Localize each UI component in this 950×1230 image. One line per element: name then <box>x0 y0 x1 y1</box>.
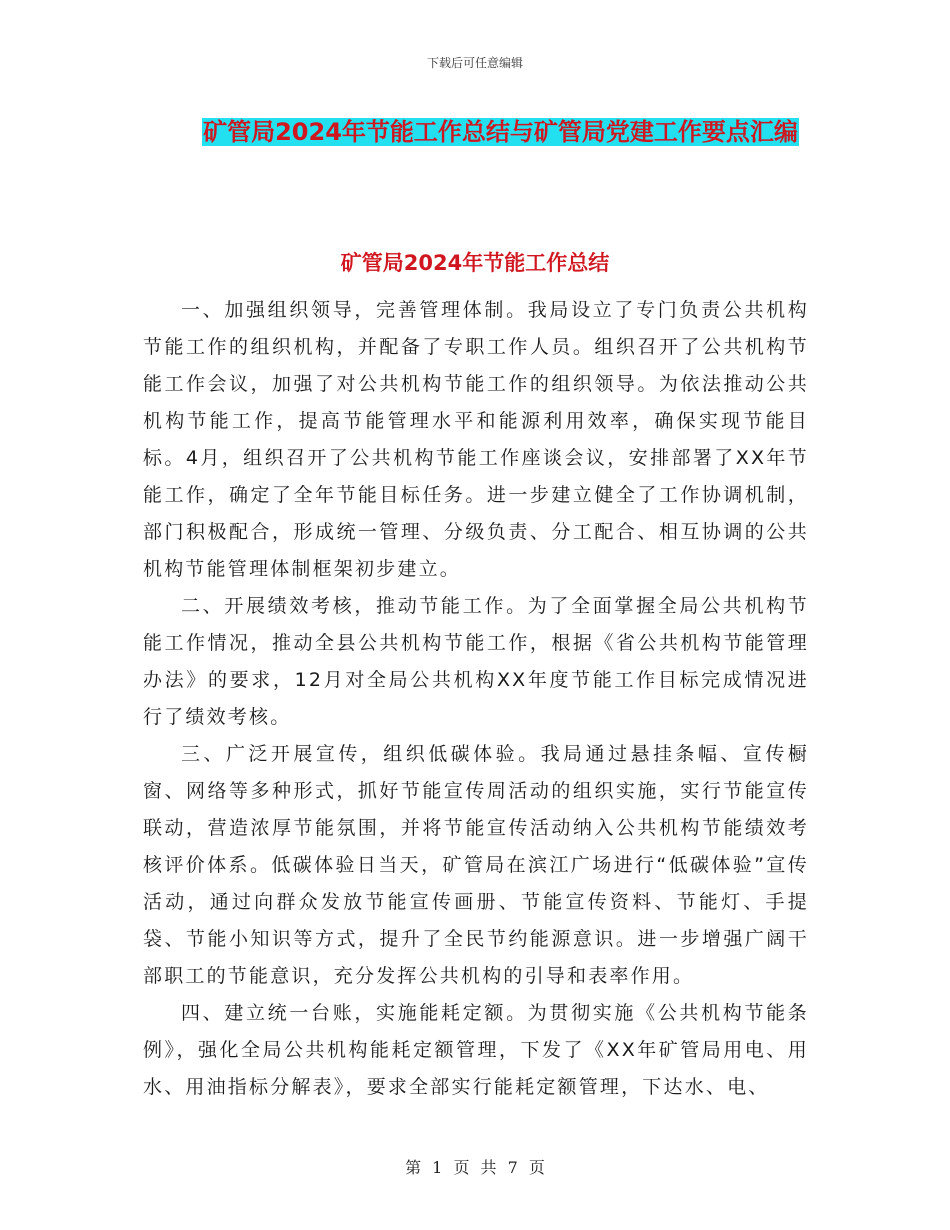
section-title: 矿管局2024年节能工作总结 <box>340 251 610 275</box>
paragraph: 二、开展绩效考核，推动节能工作。为了全面掌握全局公共机构节能工作情况，推动全县公共机构节能工作，根据《省公共机构节能管理办法》的要求，12月对全局公共机构XX年度节能工作目标完成情况进行了绩效考核。 <box>143 595 809 728</box>
paragraph: 一、加强组织领导，完善管理体制。我局设立了专门负责公共机构节能工作的组织机构，并配备了专职工作人员。组织召开了公共机构节能工作会议，加强了对公共机构节能工作的组织领导。为依法推动公共机构节能工作，提高节能管理水平和能源利用效率，确保实现节能目标。4月，组织召开了公共机构节能工作座谈会议，安排部署了XX年节能工作，确定了全年节能目标任务。进一步建立健全了工作协调机制，部门积极配合，形成统一管理、分级负责、分工配合、相互协调的公共机构节能管理体制框架初步建立。 <box>143 299 809 580</box>
document-body <box>143 292 809 1106</box>
document-title-text: 矿管局2024年节能工作总结与矿管局党建工作要点汇编 <box>203 118 798 146</box>
header-note: 下载后可任意编辑 <box>426 56 523 70</box>
paragraph: 三、广泛开展宣传，组织低碳体验。我局通过悬挂条幅、宣传橱窗、网络等多种形式，抓好节能宣传周活动的组织实施，实行节能宣传联动，营造浓厚节能氛围，并将节能宣传活动纳入公共机构节能绩效考核评价体系。低碳体验日当天，矿管局在滨江广场进行“低碳体验”宣传活动，通过向群众发放节能宣传画册、节能宣传资料、节能灯、手提袋、节能小知识等方式，提升了全民节约能源意识。进一步增强广阔干部职工的节能意识，充分发挥公共机构的引导和表率作用。 <box>143 743 809 987</box>
document-title <box>188 110 813 154</box>
page-footer: 第 1 页 共 7 页 <box>405 1158 545 1177</box>
paragraph: 四、建立统一台账，实施能耗定额。为贯彻实施《公共机构节能条例》，强化全局公共机构能耗定额管理，下发了《XX年矿管局用电、用水、用油指标分解表》，要求全部实行能耗定额管理，下达水、电、 <box>143 1002 809 1098</box>
